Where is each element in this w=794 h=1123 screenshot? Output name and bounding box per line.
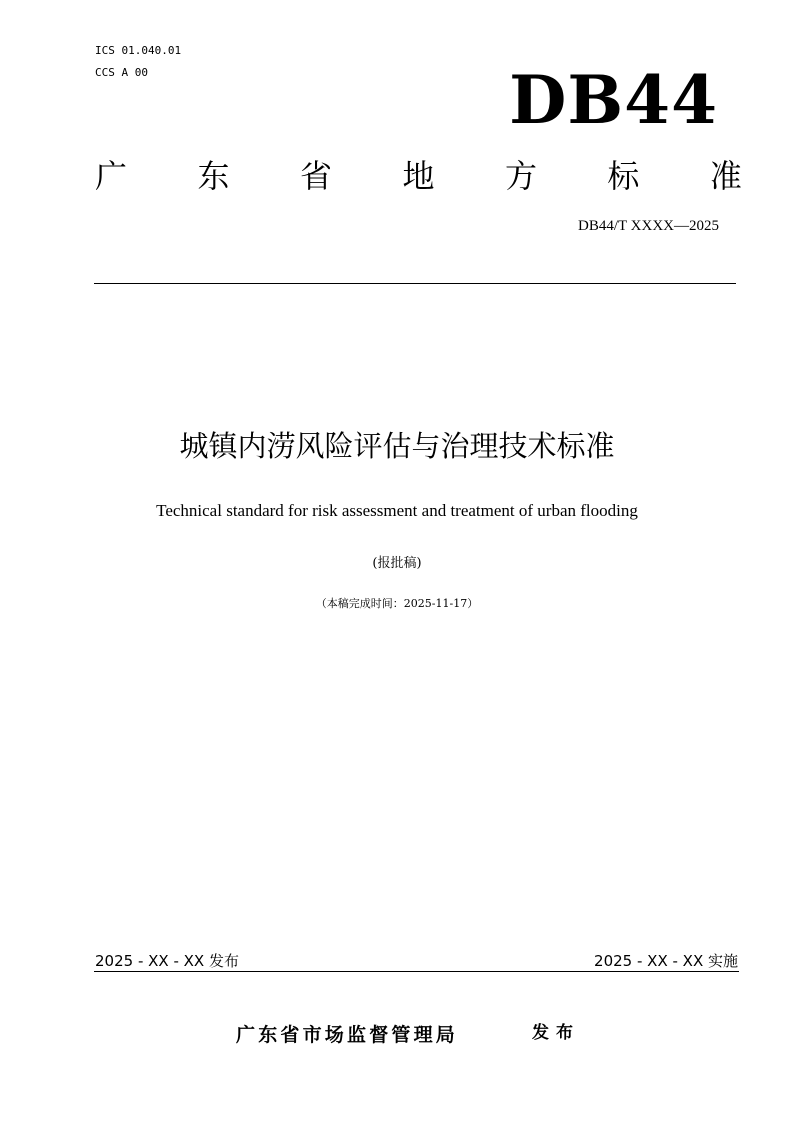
- document-title: 城镇内涝风险评估与治理技术标准: [179, 429, 615, 463]
- issue-date: 2025 - XX - XX 发布: [95, 952, 239, 970]
- completion-note: （本稿完成时间：2025-11-17）: [315, 597, 479, 610]
- standard-logo: DB44: [509, 61, 718, 139]
- standard-type-char: 方: [504, 157, 537, 195]
- implementation-date: 2025 - XX - XX 实施: [594, 952, 738, 970]
- standard-type-char: 地: [402, 157, 435, 195]
- top-divider: [94, 283, 736, 284]
- publisher: 广东省市场监督管理局: [236, 1024, 459, 1046]
- standard-type-char: 省: [299, 157, 332, 195]
- standard-type-char: 广: [95, 157, 128, 195]
- bottom-divider: [94, 971, 739, 972]
- draft-stage: (报批稿): [372, 556, 422, 571]
- publish-action: 发布: [532, 1023, 580, 1043]
- standard-type-heading: [95, 153, 742, 199]
- standard-type-char: 东: [197, 157, 230, 195]
- ics-code: ICS 01.040.01: [95, 44, 182, 57]
- standard-type-char: 准: [709, 157, 742, 195]
- classification-codes: [95, 40, 181, 84]
- standard-number: DB44/T XXXX—2025: [578, 218, 719, 234]
- ccs-code: CCS A 00: [95, 66, 148, 79]
- document-title-english: Technical standard for risk assessment and treatment of urban flooding: [156, 501, 638, 520]
- standard-type-char: 标: [607, 157, 640, 195]
